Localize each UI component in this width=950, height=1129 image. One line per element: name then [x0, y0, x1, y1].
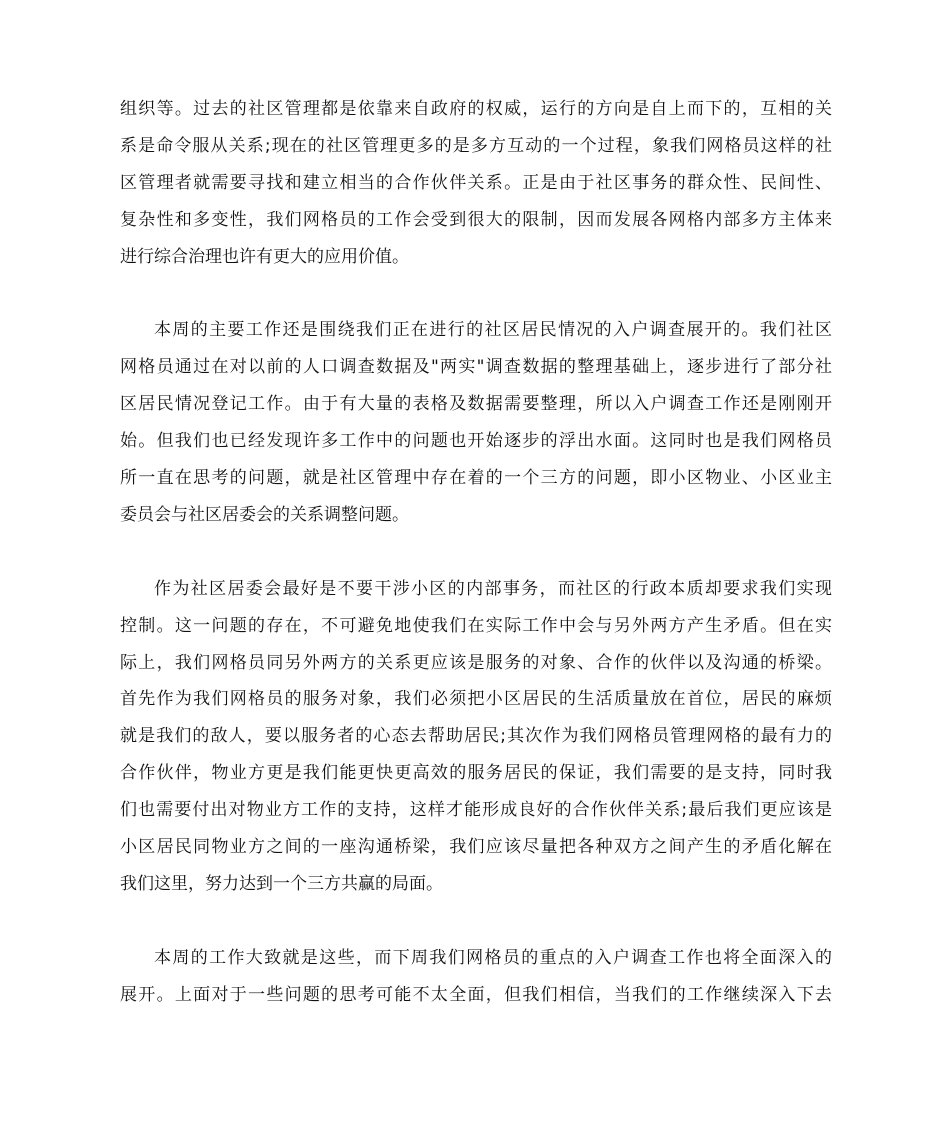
text-line: 我们这里，努力达到一个三方共赢的局面。	[120, 874, 443, 894]
document-body	[120, 91, 832, 1014]
text-line: 合作伙伴，物业方更是我们能更快更高效的服务居民的保证，我们需要的是支持，同时我	[120, 763, 832, 784]
text-line: 委员会与社区居委会的关系调整问题。	[120, 504, 409, 525]
text-line: 区管理者就需要寻找和建立相当的合作伙伴关系。正是由于社区事务的群众性、民间性、	[120, 172, 832, 193]
text-line: 首先作为我们网格员的服务对象，我们必须把小区居民的生活质量放在首位，居民的麻烦	[120, 689, 832, 710]
paragraph-3	[120, 571, 832, 903]
text-line: 作为社区居委会最好是不要干涉小区的内部事务，而社区的行政本质却要求我们实现	[154, 578, 832, 599]
text-line: 进行综合治理也许有更大的应用价值。	[120, 246, 409, 267]
text-line: 本周的主要工作还是围绕我们正在进行的社区居民情况的入户调查展开的。我们社区	[154, 320, 832, 341]
text-line: 网格员通过在对以前的人口调查数据及"两实"调查数据的整理基础上，逐步进行了部分社	[120, 357, 832, 378]
text-line: 所一直在思考的问题，就是社区管理中存在着的一个三方的问题，即小区物业、小区业主	[120, 468, 832, 489]
text-line: 控制。这一问题的存在，不可避免地使我们在实际工作中会与另外两方产生矛盾。但在实	[120, 615, 832, 636]
text-line: 复杂性和多变性，我们网格员的工作会受到很大的限制，因而发展各网格内部多方主体来	[120, 209, 832, 230]
text-line: 际上，我们网格员同另外两方的关系更应该是服务的对象、合作的伙伴以及沟通的桥梁。	[120, 652, 832, 673]
text-line: 区居民情况登记工作。由于有大量的表格及数据需要整理，所以入户调查工作还是刚刚开	[120, 394, 832, 415]
paragraph-1	[120, 91, 832, 276]
text-line: 本周的工作大致就是这些，而下周我们网格员的重点的入户调查工作也将全面深入的	[154, 947, 832, 968]
text-line: 始。但我们也已经发现许多工作中的问题也开始逐步的浮出水面。这同时也是我们网格员	[120, 431, 832, 452]
text-line: 就是我们的敌人，要以服务者的心态去帮助居民;其次作为我们网格员管理网格的最有力的	[120, 726, 832, 747]
text-line: 小区居民同物业方之间的一座沟通桥梁，我们应该尽量把各种双方之间产生的矛盾化解在	[120, 837, 832, 858]
paragraph-2	[120, 312, 832, 533]
text-line: 组织等。过去的社区管理都是依靠来自政府的权威，运行的方向是自上而下的，互相的关	[120, 99, 832, 119]
paragraph-4	[120, 940, 832, 1014]
text-line: 展开。上面对于一些问题的思考可能不太全面，但我们相信，当我们的工作继续深入下去	[120, 984, 832, 1005]
text-line: 系是命令服从关系;现在的社区管理更多的是多方互动的一个过程，象我们网格员这样的社	[120, 135, 832, 156]
text-line: 们也需要付出对物业方工作的支持，这样才能形成良好的合作伙伴关系;最后我们更应该是	[120, 800, 832, 821]
